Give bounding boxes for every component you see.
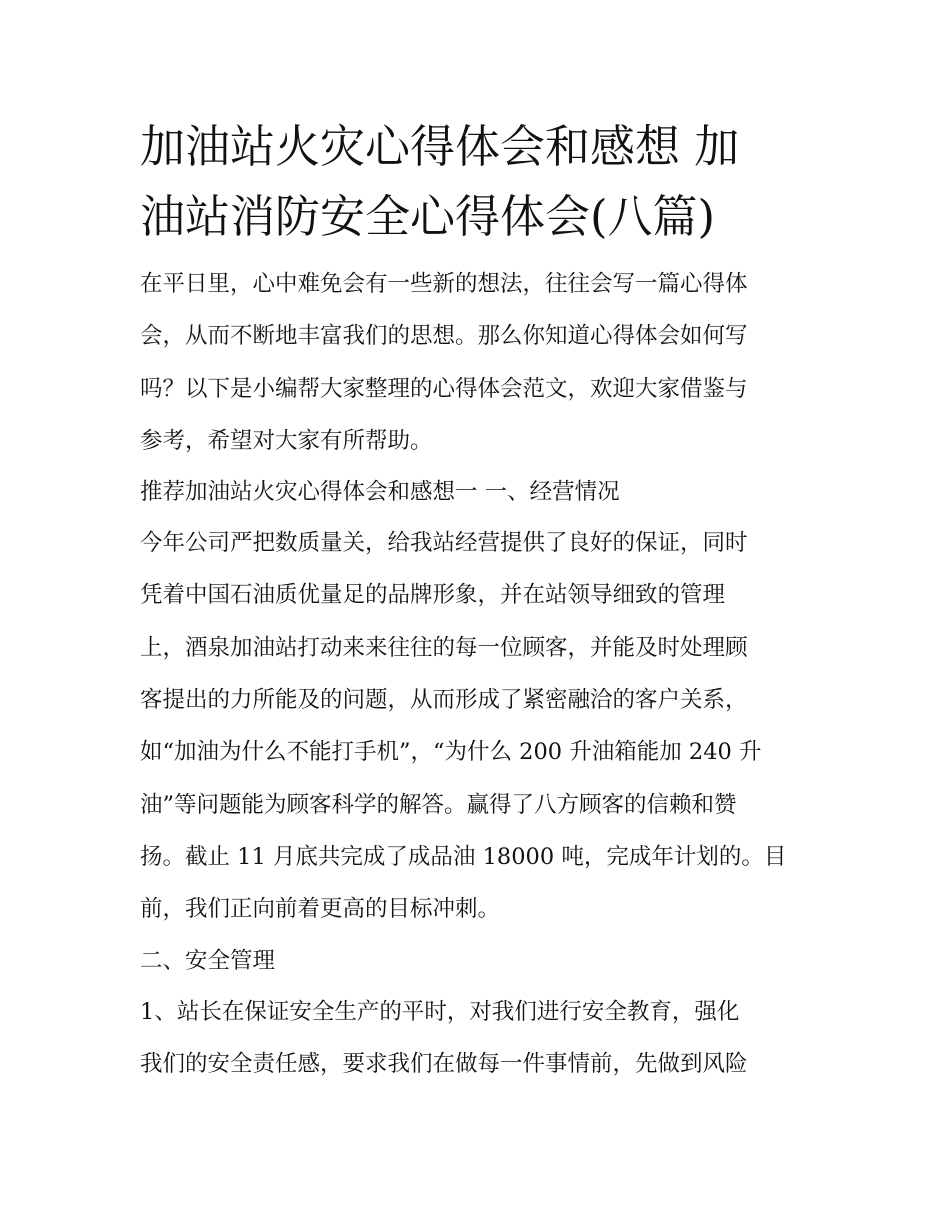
body-paragraph	[140, 517, 812, 935]
text-line: 今年公司严把数质量关，给我站经营提供了良好的保证，同时	[140, 530, 748, 557]
text-line: 会，从而不断地丰富我们的思想。那么你知道心得体会如何写	[140, 323, 748, 350]
text-line: 上，酒泉加油站打动来来往往的每一位顾客，并能及时处理顾	[140, 634, 748, 661]
item1-paragraph	[140, 986, 812, 1091]
intro-paragraph	[140, 258, 812, 467]
document-page	[140, 112, 812, 1090]
text-line: 吗？以下是小编帮大家整理的心得体会范文，欢迎大家借鉴与	[140, 375, 748, 402]
text-line: 如“加油为什么不能打手机”，“为什么 200 升油箱能加 240 升	[140, 739, 762, 766]
title-line: 油站消防安全心得体会(八篇)	[140, 190, 716, 243]
section2-heading: 二、安全管理	[140, 947, 276, 974]
text-line: 客提出的力所能及的问题，从而形成了紧密融洽的客户关系，	[140, 687, 748, 714]
text-line: 前，我们正向前着更高的目标冲刺。	[140, 896, 501, 923]
text-line: 扬。截止 11 月底共完成了成品油 18000 吨，完成年计划的。目	[140, 843, 787, 870]
text-line: 1、站长在保证安全生产的平时，对我们进行安全教育，强化	[140, 998, 740, 1025]
text-line: 在平日里，心中难免会有一些新的想法，往往会写一篇心得体	[140, 271, 748, 297]
text-line: 参考，希望对大家有所帮助。	[140, 427, 433, 454]
text-line: 我们的安全责任感，要求我们在做每一件事情前，先做到风险	[140, 1050, 748, 1077]
text-line: 油”等问题能为顾客科学的解答。赢得了八方顾客的信赖和赞	[140, 791, 737, 818]
document-title	[140, 112, 812, 252]
section-heading: 推荐加油站火灾心得体会和感想一 一、经营情况	[140, 479, 620, 506]
title-line: 加油站火灾心得体会和感想 加	[140, 120, 740, 173]
text-line: 凭着中国石油质优量足的品牌形象，并在站领导细致的管理	[140, 582, 726, 609]
